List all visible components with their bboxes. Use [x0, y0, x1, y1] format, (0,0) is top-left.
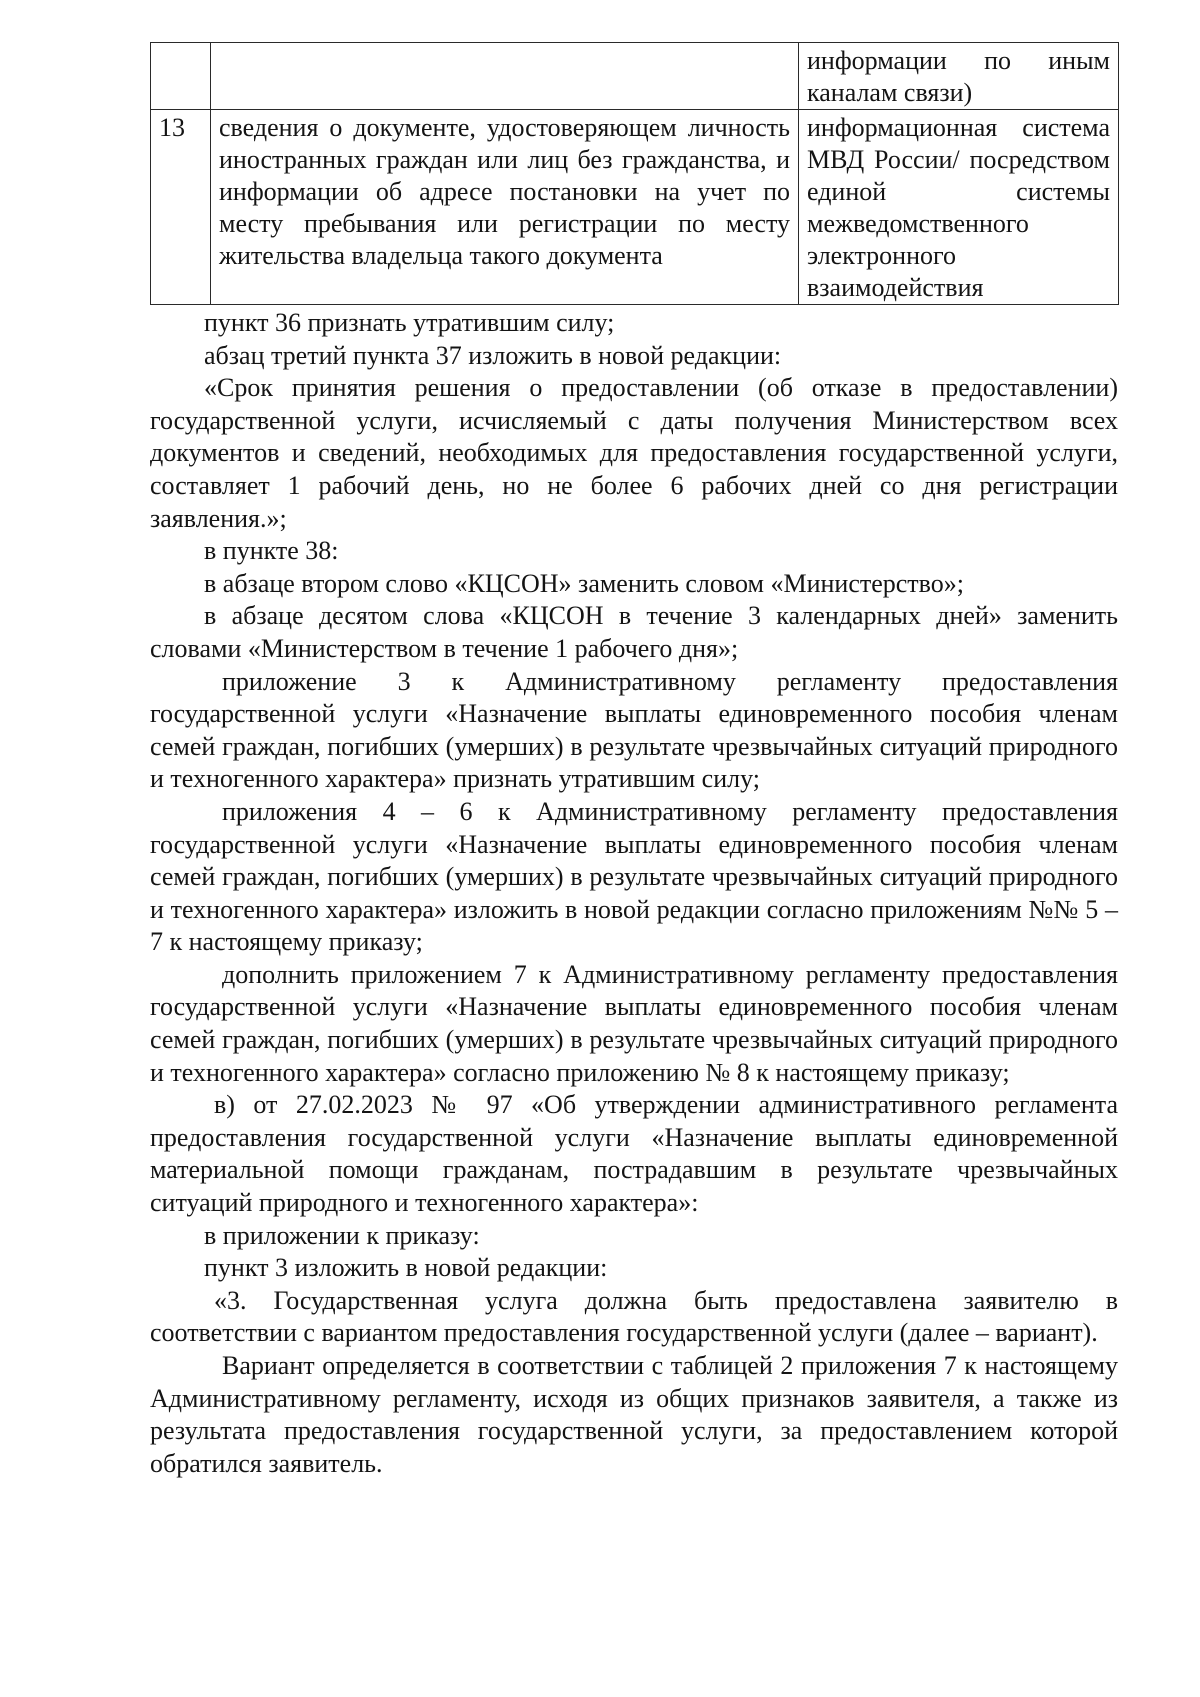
table-row [151, 110, 1119, 305]
paragraph: в абзаце десятом слова «КЦСОН в течение 3 календарных дней» заменить словами «Министерством в течение 1 рабочего дня»; [150, 601, 1118, 663]
paragraph: дополнить приложением 7 к Административному регламенту предоставления государственной услуги «Назначение выплаты единовременного пособия членам семей граждан, погибших (умерших) в результате чрезвычайных ситуаций природного и техногенного характера» согласно приложению № 8 к настоящему приказу; [150, 959, 1118, 1087]
row-number-cell: 13 [151, 110, 211, 305]
row-info-cell [211, 43, 799, 110]
row-info-cell: сведения о документе, удостоверяющем личность иностранных граждан или лиц без гражданства, и информации об адресе постановки на учет по месту пребывания или регистрации по месту жительства владельца такого документа [211, 110, 799, 305]
row-source-cell: информационная система МВД России/ посредством единой системы межведомственного электронного взаимодействия [799, 110, 1119, 305]
paragraph: «3. Государственная услуга должна быть предоставлена заявителю в соответствии с вариантом предоставления государственной услуги (далее – вариант). [150, 1285, 1118, 1348]
documents-table [150, 42, 1119, 305]
row-source-cell: информации по иным каналам связи) [799, 43, 1119, 110]
paragraph: «Срок принятия решения о предоставлении (об отказе в предоставлении) государственной услуги, исчисляемый с даты получения Министерством всех документов и сведений, необходимых для предоставления государственной услуги, составляет 1 рабочий день, но не более 6 рабочих дней со дня регистрации заявления.»; [150, 373, 1118, 533]
paragraph: Вариант определяется в соответствии с таблицей 2 приложения 7 к настоящему Административному регламенту, исходя из общих признаков заявителя, а также из результата предоставления государственной услуги, за предоставлением которой обратился заявитель. [150, 1351, 1118, 1478]
paragraph: приложение 3 к Административному регламенту предоставления государственной услуги «Назначение выплаты единовременного пособия членам семей граждан, погибших (умерших) в результате чрезвычайных ситуаций природного и техногенного характера» признать утратившим силу; [150, 666, 1118, 794]
paragraph: абзац третий пункта 37 изложить в новой редакции: [204, 340, 782, 370]
paragraph: в абзаце втором слово «КЦСОН» заменить словом «Министерство»; [204, 568, 964, 598]
row-number-cell [151, 43, 211, 110]
document-page [150, 42, 1118, 1480]
paragraph: пункт 36 признать утратившим силу; [204, 308, 615, 337]
paragraph: в) от 27.02.2023 № 97 «Об утверждении административного регламента предоставления государственной услуги «Назначение выплаты единовременной материальной помощи гражданам, пострадавшим в результате чрезвычайных ситуаций природного и техногенного характера»: [150, 1090, 1118, 1218]
document-body [150, 307, 1118, 1480]
paragraph: приложения 4 – 6 к Административному регламенту предоставления государственной услуги «Назначение выплаты единовременного пособия членам семей граждан, погибших (умерших) в результате чрезвычайных ситуаций природного и техногенного характера» изложить в новой редакции согласно приложениям №№ 5 – 7 к настоящему приказу; [150, 796, 1118, 957]
paragraph: в пункте 38: [204, 536, 339, 566]
table-row [151, 43, 1119, 110]
paragraph: в приложении к приказу: [204, 1220, 480, 1250]
paragraph: пункт 3 изложить в новой редакции: [204, 1253, 608, 1283]
